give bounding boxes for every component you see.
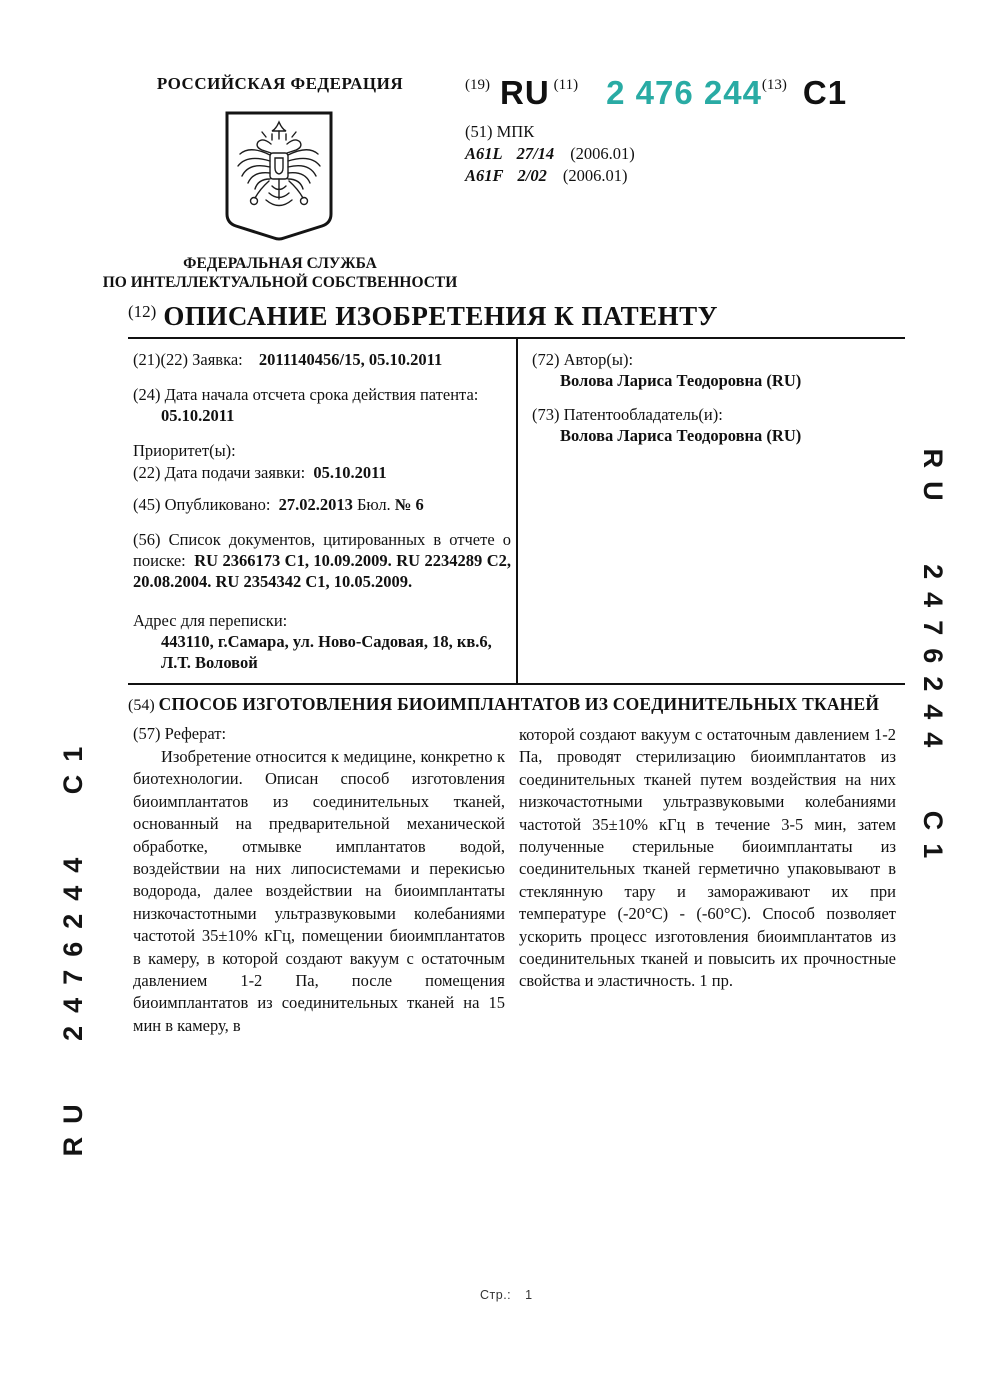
country-code: RU xyxy=(500,74,550,111)
patent-start-date-value: 05.10.2011 xyxy=(161,406,235,425)
abstract-column-1: Изобретение относится к медицине, конкретно к биотехнологии. Описан способ изготовления биоимплантатов из соединительных тканей, основанный на предварительной механической обработке, отмывке имплантатов водой, воздействии на них липосистемами и перекисью водорода, далее воздействии на биоимплантаты низкочастотными ультразвуковыми колебаниями частотой 35±10% кГц, помещении биоимплантатов в камеру, в которой создают вакуум с остаточным давлением 1-2 Па, после помещения биоимплантатов из соединительных тканей на 15 мин в камеру, в xyxy=(133,747,505,1035)
ipc-subclass: 2/02 xyxy=(517,166,547,185)
bulletin-label: Бюл. xyxy=(356,495,391,514)
abstract-label: (57) Реферат: xyxy=(133,724,227,743)
published-label: (45) Опубликовано: xyxy=(133,495,271,514)
citations-row xyxy=(133,529,511,592)
right-margin-patent-number: RU 2476244 C1 xyxy=(918,448,948,872)
page-footer xyxy=(480,1288,533,1302)
document-title xyxy=(128,301,718,332)
correspondence-address-row xyxy=(133,610,511,673)
publication-number: 2 476 244 xyxy=(606,74,762,111)
inid-54-label: (54) xyxy=(128,697,155,714)
address-line1: 443110, г.Самара, ул. Ново-Садовая, 18, кв.6, xyxy=(161,632,492,651)
document-title-text: ОПИСАНИЕ ИЗОБРЕТЕНИЯ К ПАТЕНТУ xyxy=(163,301,718,331)
ipc-version: (2006.01) xyxy=(562,166,628,185)
application-label: (21)(22) Заявка: xyxy=(133,350,243,369)
left-margin-patent-number: RU 2476244 C1 xyxy=(58,733,88,1157)
address-line2: Л.Т. Воловой xyxy=(161,653,258,672)
agency-line1: ФЕДЕРАЛЬНАЯ СЛУЖБА xyxy=(183,255,377,272)
filing-date-value: 05.10.2011 xyxy=(313,463,387,482)
page-number: 1 xyxy=(525,1288,533,1302)
filing-date-label: (22) Дата подачи заявки: xyxy=(133,463,306,482)
country-name: РОССИЙСКАЯ ФЕДЕРАЦИЯ xyxy=(156,74,404,93)
application-value: 2011140456/15, 05.10.2011 xyxy=(258,350,443,369)
abstract-column-2: которой создают вакуум с остаточным давлением 1-2 Па, проводят стерилизацию биоимплантатов из соединительных тканей путем воздействия на них низкочастотными ультразвуковыми колебаниями частотой 35±10% кГц в течение 3-5 мин, затем полученные стерильные биоимплантаты из соединительных тканей герметично упаковывают в стеклянную тару и замораживают их при температуре (-20°C) - (-60°C). Способ позволяет ускорить процесс изготовления биоимплантатов из соединительных тканей и повысить их прочностные свойства и эластичность. 1 пр. xyxy=(519,725,896,991)
invention-title: СПОСОБ ИЗГОТОВЛЕНИЯ БИОИМПЛАНТАТОВ ИЗ СОЕДИНИТЕЛЬНЫХ ТКАНЕЙ xyxy=(158,694,880,714)
filing-date-row xyxy=(133,462,511,483)
page-label: Стр.: xyxy=(480,1288,512,1302)
agency-line2: ПО ИНТЕЛЛЕКТУАЛЬНОЙ СОБСТВЕННОСТИ xyxy=(102,274,458,291)
priority-label: Приоритет(ы): xyxy=(133,441,236,460)
citations-label: (56) Список документов, цитированных в отчете о поиске: xyxy=(133,530,511,570)
holders-value: Волова Лариса Теодоровна (RU) xyxy=(560,426,802,445)
publication-code-line xyxy=(465,76,847,109)
inid-12-label: (12) xyxy=(128,302,157,321)
patent-holders-row xyxy=(532,404,902,446)
ipc-class: A61F xyxy=(465,166,504,185)
holders-label: (73) Патентообладатель(и): xyxy=(532,405,723,424)
ipc-class: A61L xyxy=(465,144,503,163)
published-date: 27.02.2013 xyxy=(278,495,353,514)
citations-value: RU 2366173 C1, 10.09.2009. RU 2234289 C2, 20.08.2004. RU 2354342 C1, 10.05.2009. xyxy=(133,551,512,591)
authors-row xyxy=(532,349,902,391)
kind-code: C1 xyxy=(802,74,848,111)
inid-13-label: (13) xyxy=(761,77,787,93)
ipc-version: (2006.01) xyxy=(570,144,635,163)
inid-11-label: (11) xyxy=(553,77,579,93)
inid-19-label: (19) xyxy=(465,77,490,93)
authors-value: Волова Лариса Теодоровна (RU) xyxy=(560,371,802,390)
bulletin-number: № 6 xyxy=(394,495,424,514)
horizontal-rule-bottom xyxy=(128,683,905,685)
ipc-subclass: 27/14 xyxy=(516,144,555,163)
application-row xyxy=(133,349,511,370)
ipc-label: (51) МПК xyxy=(465,122,535,141)
address-label: Адрес для переписки: xyxy=(133,611,288,630)
patent-start-date-row xyxy=(133,384,511,426)
agency-name xyxy=(100,254,460,292)
ipc-entry xyxy=(465,143,635,164)
invention-title-row xyxy=(128,694,879,715)
ipc-classification xyxy=(465,121,635,186)
ipc-entry xyxy=(465,165,635,186)
column-divider xyxy=(516,339,518,683)
authors-label: (72) Автор(ы): xyxy=(532,350,634,369)
published-row xyxy=(133,494,511,515)
coat-of-arms-icon xyxy=(222,110,336,242)
patent-start-date-label: (24) Дата начала отсчета срока действия патента: xyxy=(133,385,479,404)
